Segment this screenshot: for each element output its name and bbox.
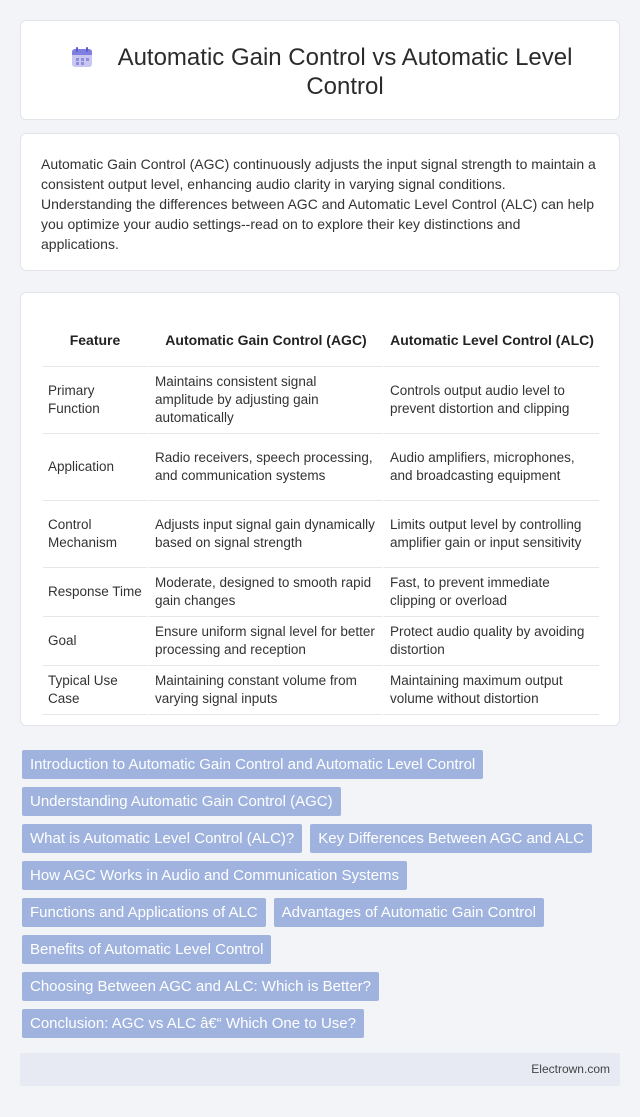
topic-tag-link[interactable]: Benefits of Automatic Level Control [22, 935, 271, 964]
footer-site-name[interactable]: Electrown.com [531, 1062, 610, 1076]
table-row [43, 367, 599, 434]
tag-row [22, 787, 622, 816]
table-cell: Primary Function [43, 367, 147, 434]
tag-row [22, 824, 622, 853]
topic-tag-link[interactable]: Introduction to Automatic Gain Control and Automatic Level Control [22, 750, 483, 779]
table-cell: Controls output audio level to prevent distortion and clipping [382, 367, 599, 434]
topic-tag-link[interactable]: What is Automatic Level Control (ALC)? [22, 824, 302, 853]
tag-row [22, 861, 622, 890]
table-cell: Application [43, 434, 147, 501]
table-header-row [43, 313, 599, 367]
topic-tag-link[interactable]: How AGC Works in Audio and Communication Systems [22, 861, 407, 890]
topic-tag-link[interactable]: Understanding Automatic Gain Control (AGC) [22, 787, 341, 816]
topic-tag-link[interactable]: Functions and Applications of ALC [22, 898, 266, 927]
intro-card [20, 133, 620, 271]
page-title: Automatic Gain Control vs Automatic Level Control [117, 44, 573, 100]
table-header-feature: Feature [43, 313, 147, 367]
table-cell: Fast, to prevent immediate clipping or overload [382, 568, 599, 617]
table-cell: Ensure uniform signal level for better processing and reception [147, 617, 382, 666]
table-row [43, 434, 599, 501]
table-row [43, 666, 599, 715]
table-cell: Response Time [43, 568, 147, 617]
topic-tag-link[interactable]: Choosing Between AGC and ALC: Which is Better? [22, 972, 379, 1001]
table-cell: Goal [43, 617, 147, 666]
comparison-table [43, 313, 599, 715]
tag-row [22, 750, 622, 779]
table-cell: Maintains consistent signal amplitude by adjusting gain automatically [147, 367, 382, 434]
table-cell: Audio amplifiers, microphones, and broadcasting equipment [382, 434, 599, 501]
title-card [20, 20, 620, 120]
topic-tags [22, 750, 622, 1046]
table-cell: Typical Use Case [43, 666, 147, 715]
table-header-agc: Automatic Gain Control (AGC) [147, 313, 382, 367]
topic-tag-link[interactable]: Key Differences Between AGC and ALC [310, 824, 592, 853]
table-row [43, 617, 599, 666]
footer [20, 1053, 620, 1086]
topic-tag-link[interactable]: Conclusion: AGC vs ALC â€“ Which One to Use? [22, 1009, 364, 1038]
table-cell: Limits output level by controlling amplifier gain or input sensitivity [382, 501, 599, 568]
table-cell: Radio receivers, speech processing, and communication systems [147, 434, 382, 501]
table-header-alc: Automatic Level Control (ALC) [382, 313, 599, 367]
table-cell: Control Mechanism [43, 501, 147, 568]
table-cell: Maintaining constant volume from varying signal inputs [147, 666, 382, 715]
table-row [43, 568, 599, 617]
table-row [43, 501, 599, 568]
intro-paragraph: Automatic Gain Control (AGC) continuously adjusts the input signal strength to maintain a consistent output level, enhancing audio clarity in varying signal conditions. Understanding the differences between AGC and Automatic Level Control (ALC) can help you optimize your audio settings--read on to explore their key distinctions and applications. [41, 156, 596, 252]
topic-tag-link[interactable]: Advantages of Automatic Gain Control [274, 898, 544, 927]
tag-row [22, 898, 622, 927]
table-cell: Adjusts input signal gain dynamically based on signal strength [147, 501, 382, 568]
tag-row [22, 1009, 622, 1038]
comparison-table-card [20, 292, 620, 726]
table-cell: Moderate, designed to smooth rapid gain changes [147, 568, 382, 617]
tag-row [22, 935, 622, 964]
table-cell: Maintaining maximum output volume without distortion [382, 666, 599, 715]
table-cell: Protect audio quality by avoiding distortion [382, 617, 599, 666]
tag-row [22, 972, 622, 1001]
